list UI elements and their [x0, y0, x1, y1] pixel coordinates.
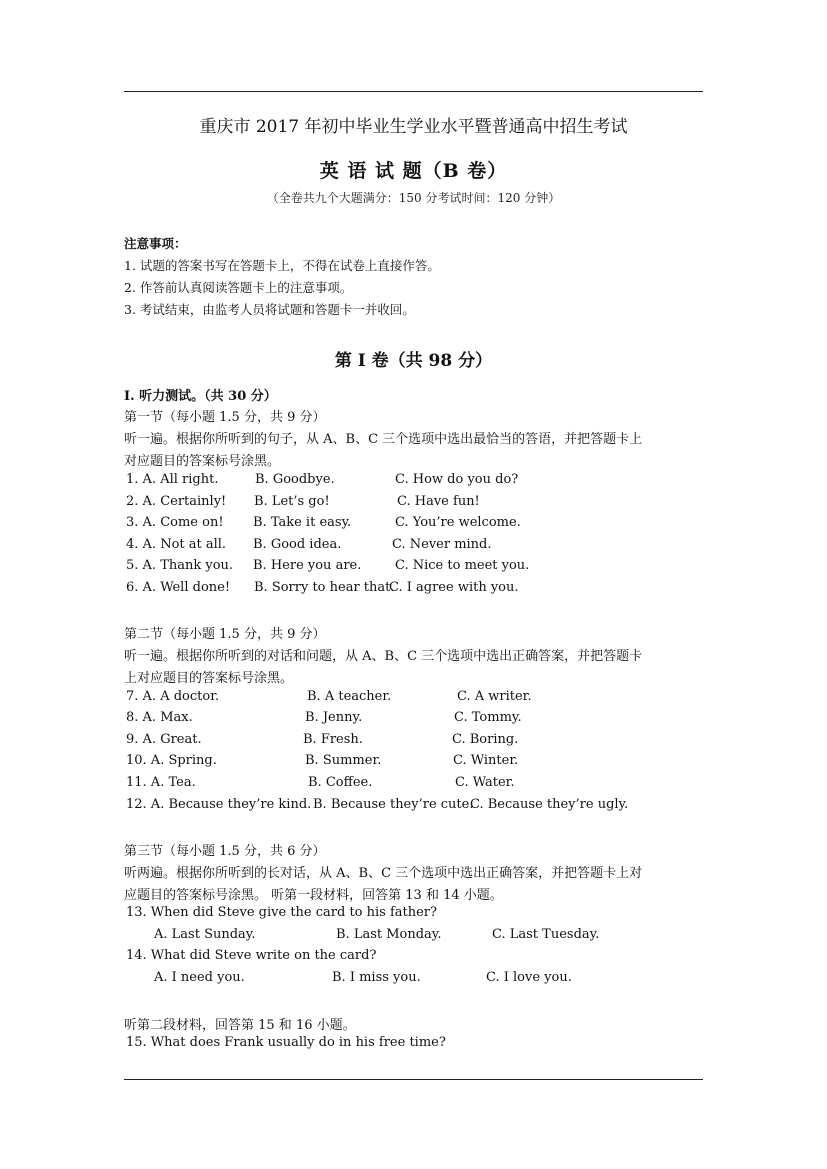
- question-option-b: B. Summer.: [305, 753, 382, 768]
- question-option-a: 10. A. Spring.: [126, 753, 217, 768]
- question-option-a: 6. A. Well done!: [126, 580, 231, 595]
- question-option-c: C. Because they’re ugly.: [470, 797, 629, 812]
- page-title: 英 语 试 题（B 卷）: [319, 160, 508, 182]
- sub-heading: 第三节（每小题 1.5 分，共 6 分）: [124, 844, 326, 859]
- question-option-c: C. I love you.: [486, 970, 572, 985]
- question-option-a: 11. A. Tea.: [126, 775, 196, 790]
- sub-heading: 第二节（每小题 1.5 分，共 9 分）: [124, 627, 326, 642]
- question-option-c: C. Last Tuesday.: [492, 927, 600, 942]
- instruction: 听一遍。根据你所听到的对话和问题，从 A、B、C 三个选项中选出正确答案，并把答题卡: [124, 649, 643, 664]
- top-rule: [124, 91, 703, 92]
- question-option-b: B. Good idea.: [253, 537, 342, 552]
- question-option-b: B. Here you are.: [253, 558, 362, 573]
- sub-heading: 第一节（每小题 1.5 分，共 9 分）: [124, 410, 326, 425]
- question-option-c: C. Nice to meet you.: [395, 558, 530, 573]
- question-option-c: C. I agree with you.: [389, 580, 519, 595]
- part-title: 第 I 卷（共 98 分）: [334, 351, 493, 371]
- question-option-a: 3. A. Come on!: [126, 515, 224, 530]
- question-option-a: 8. A. Max.: [126, 710, 193, 725]
- instruction: 听第二段材料，回答第 15 和 16 小题。: [124, 1018, 356, 1033]
- question-option-c: C. Boring.: [452, 732, 519, 747]
- exam-info: （全卷共九个大题满分：150 分考试时间：120 分钟）: [266, 191, 561, 205]
- question-option-b: B. I miss you.: [332, 970, 421, 985]
- question-option-a: A. Last Sunday.: [154, 927, 256, 942]
- question-option-b: B. Sorry to hear that.: [254, 580, 395, 595]
- question-option-b: B. Fresh.: [303, 732, 363, 747]
- question-option-a: A. I need you.: [154, 970, 245, 985]
- note-item: 1. 试题的答案书写在答题卡上，不得在试卷上直接作答。: [124, 258, 440, 273]
- question-option-c: C. You’re welcome.: [395, 515, 521, 530]
- exam-header: 重庆市 2017 年初中毕业生学业水平暨普通高中招生考试: [199, 117, 628, 137]
- question-option-a: 5. A. Thank you.: [126, 558, 234, 573]
- notes-heading: 注意事项：: [124, 236, 187, 251]
- question-stem: 14. What did Steve write on the card?: [126, 948, 377, 963]
- question-option-b: B. Jenny.: [305, 710, 363, 725]
- question-option-b: B. Because they’re cute.: [313, 797, 474, 812]
- question-stem: 13. When did Steve give the card to his father?: [126, 905, 437, 920]
- instruction: 对应题目的答案标号涂黑。: [124, 454, 281, 469]
- question-option-b: B. Take it easy.: [253, 515, 352, 530]
- note-item: 3. 考试结束，由监考人员将试题和答题卡一并收回。: [124, 302, 415, 317]
- bottom-rule: [124, 1079, 703, 1080]
- question-option-c: C. Never mind.: [392, 537, 492, 552]
- question-option-c: C. A writer.: [457, 689, 532, 704]
- question-option-a: 9. A. Great.: [126, 732, 202, 747]
- question-option-c: C. Tommy.: [454, 710, 522, 725]
- question-option-c: C. Winter.: [453, 753, 519, 768]
- question-option-b: B. Let’s go!: [254, 494, 330, 509]
- instruction: 听一遍。根据你所听到的句子，从 A、B、C 三个选项中选出最恰当的答语，并把答题卡上: [124, 432, 643, 447]
- question-option-c: C. How do you do?: [395, 472, 519, 487]
- question-option-b: B. Goodbye.: [255, 472, 335, 487]
- question-option-a: 2. A. Certainly!: [126, 494, 227, 509]
- question-option-b: B. A teacher.: [307, 689, 392, 704]
- question-option-c: C. Have fun!: [397, 494, 480, 509]
- question-option-b: B. Coffee.: [308, 775, 373, 790]
- question-option-c: C. Water.: [455, 775, 515, 790]
- question-option-a: 1. A. All right.: [126, 472, 219, 487]
- question-option-a: 7. A. A doctor.: [126, 689, 220, 704]
- question-option-b: B. Last Monday.: [336, 927, 442, 942]
- question-option-a: 12. A. Because they’re kind.: [126, 797, 312, 812]
- question-option-a: 4. A. Not at all.: [126, 537, 227, 552]
- section-heading: I. 听力测试。（共 30 分）: [124, 389, 277, 404]
- note-item: 2. 作答前认真阅读答题卡上的注意事项。: [124, 280, 353, 295]
- instruction: 上对应题目的答案标号涂黑。: [124, 671, 294, 686]
- instruction: 应题目的答案标号涂黑。 听第一段材料，回答第 13 和 14 小题。: [124, 888, 503, 903]
- question-stem: 15. What does Frank usually do in his free time?: [126, 1035, 446, 1050]
- instruction: 听两遍。根据你所听到的长对话，从 A、B、C 三个选项中选出正确答案，并把答题卡上对: [124, 866, 643, 881]
